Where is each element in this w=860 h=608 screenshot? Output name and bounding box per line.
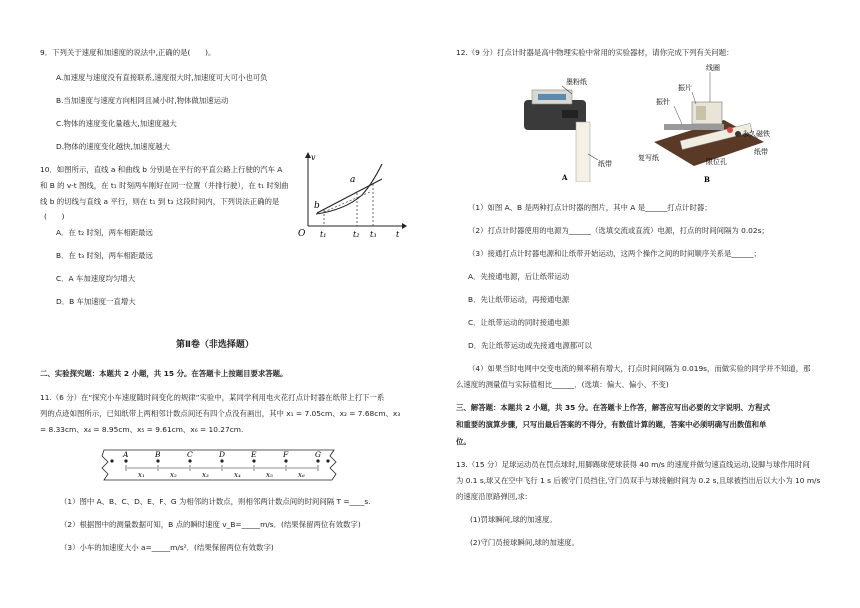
callout-carbon-paper: 复写纸 [638,154,659,162]
section-3-line-2: 和重要的演算步骤，只写出最后答案的不得分，有数值计算的题，答案中必须明确写出数值和单 [456,420,767,429]
tape-label-f: F [283,450,289,459]
section-3-line-1: 三、解答题：本题共 2 小题，共 35 分。在答题卡上作答，解答应写出必要的文字说明、方程式 [456,403,770,412]
q12-sub-1: （1）如图 A、B 是两种打点计时器的图片，其中 A 是______打点计时器； [468,203,712,212]
t-axis-arrow-icon [402,223,407,229]
curve-b [316,164,382,214]
q9-option-a: A.加速度与速度没有直接联系,速度很大时,加速度可大可小也可负 [56,73,268,82]
callout-vibrator: 振片 [678,84,692,92]
callout-tape-a: 纸带 [598,160,612,168]
callout-toner-paper: 墨粉纸 [566,78,587,86]
v-axis-label: v [311,153,316,162]
paper-tape-figure [100,446,340,486]
q10-option-d: D．B 车加速度一直增大 [56,297,136,306]
timer-b-vibrator [664,124,724,130]
tape-segment-label-4: x₄ [234,471,241,479]
t3-label: t₃ [370,230,377,239]
q9-option-b: B.当加速度与速度方向相同且减小时,物体做加速运动 [56,96,229,105]
q12-option-a: A．先接通电源，后让纸带运动 [468,272,570,281]
q9-stem: 9．下列关于速度和加速度的说法中,正确的是( )。 [40,48,216,57]
q9-option-c: C.物体的速度变化量越大,加速度越大 [56,119,177,128]
q10-line-1: 10．如图所示，直线 a 和曲线 b 分别是在平行的平直公路上行驶的汽车 A [40,165,283,174]
tape-label-g: G [315,450,321,459]
q10-line-2: 和 B 的 v-t 图线，在 t₁ 时刻两车刚好在同一位置（并排行驶），在 t₁ 时刻曲 [40,181,289,190]
q11-sub-2: （2）根据图中的测量数据可知，B 点的瞬时速度 v_B=_____m/s．(结果保留两位有效数字) [60,520,361,529]
tape-label-a: A [123,450,129,459]
timer-b-terminal [727,127,733,133]
tape-segment-label-6: x₆ [298,471,305,479]
curve-b-label: b [314,201,320,211]
timer-b-coil-wire [696,106,706,120]
callout-line [674,106,682,124]
tape-segment-label-5: x₅ [266,471,273,479]
section-2-heading: 二、实验探究题：本题共 2 小题，共 15 分。在答题卡上按题目要求答题。 [40,369,288,378]
q11-sub-1: （1）图中 A、B、C、D、E、F、G 为相邻的计数点，则相邻两计数点间的时间间隔 T =____s. [60,497,371,506]
tape-point-b [156,459,159,462]
q11-line-3: = 8.33cm、x₄ = 8.95cm、x₅ = 9.61cm、x₆ = 10.27cm. [40,425,244,434]
t2-label: t₂ [353,230,360,239]
q13-line-1: 13.（15 分）足球运动员在罚点球时,用脚踢球使球获得 40 m/s 的速度并做匀速直线运动,设脚与球作用时间 [456,460,810,469]
callout-limit-hole: 限位孔 [706,158,727,166]
q12-sub-3: （3）接通打点计时器电源和让纸带开始运动，这两个操作之间的时间顺序关系是______； [468,249,761,258]
q12-option-d: D．先让纸带运动或先接通电源都可以 [468,341,592,350]
tape-label-d: D [219,450,226,459]
q13-line-3: 的速度沿原路弹回,求: [456,492,528,501]
q12-sub-4-line-2: 么速度的测量值与实际值相比______．(选填：偏大、偏小、不变) [456,380,669,389]
tape-label-b: B [155,450,161,459]
q13-line-2: 为 0.1 s,球又在空中飞行 1 s 后被守门员挡住,守门员双手与球接触时间为 0.2 s,且球被挡出后以大小为 10 m/s [456,476,821,485]
t-axis-label: t [396,230,400,239]
part-2-title: 第Ⅱ卷（非选择题） [176,340,254,350]
q11-line-1: 11.（6 分）在“探究小车速度随时间变化的规律”实验中，某同学利用电火花打点计时器在纸带上打下一系 [40,393,385,402]
tape-end-dot [110,459,113,462]
figure-b-label: B [704,175,710,184]
tape-point-a [124,459,127,462]
callout-magnet: 永久磁铁 [742,130,770,138]
tape-point-c [188,459,191,462]
tape-point-g [316,459,319,462]
section-3-line-3: 位。 [456,437,471,446]
t1-label: t₁ [320,230,327,239]
q12-sub-4-line-1: （4）如果当时电网中交变电流的频率稍有增大，打点时间间隔为 0.019s，而做实验的同学并不知道，那 [468,364,811,373]
q12-option-c: C．让纸带运动的同时接通电源 [468,318,570,327]
tape-label-c: C [187,450,193,459]
q10-line-3: 线 b 的切线与直线 a 平行，则在 t₁ 到 t₃ 这段时间内，下列说法正确的是 [40,197,280,206]
q12-sub-2: （2）打点计时器使用的电源为______（选填交流或直流）电源，打点的时间间隔为 0.02s； [468,226,769,235]
figure-a-timer [502,70,622,182]
line-a-label: a [350,175,356,185]
q11-sub-3: （3）小车的加速度大小 a=_____m/s²．(结果保留两位有效数字) [60,543,274,552]
q10-option-b: B．在 t₃ 时刻，两车相距最远 [56,251,153,260]
tape-label-e: E [251,450,257,459]
q13-sub-2: (2)守门员接球瞬间,球的加速度。 [470,538,579,547]
figure-a-label: A [562,173,568,182]
q9-option-d: D.物体的速度变化越快,加速度越大 [56,142,170,151]
callout-coil: 线圈 [706,64,720,72]
callout-tape-b: 纸带 [754,148,768,156]
q13-sub-1: (1)罚球瞬间,球的加速度。 [470,515,557,524]
tangent-line [324,192,370,212]
tape-segment-label-2: x₂ [170,471,177,479]
tape-segment-label-3: x₃ [202,471,209,479]
q12-option-b: B．先让纸带运动，再接通电源 [468,295,570,304]
q10-option-c: C．A 车加速度均匀增大 [56,274,136,283]
q10-option-a: A．在 t₂ 时刻，两车相距最远 [56,228,153,237]
tape-point-e [252,459,255,462]
tape-point-d [220,459,223,462]
timer-a-slot [562,110,578,118]
q10-line-4: ( ) [44,212,65,221]
tape-end-dot [326,459,329,462]
tape-segment-label-1: x₁ [138,471,145,479]
callout-needle: 振针 [656,98,670,106]
figure-b-timer [634,62,784,184]
q11-line-2: 列的点迹如图所示，已知纸带上两相邻计数点间还有四个点没有画出，其中 x₁ = 7.05cm、x₂ = 7.68cm、x₃ [40,409,401,418]
q12-stem: 12.（9 分）打点计时器是高中物理实验中常用的实验器材，请你完成下列有关问题： [456,48,734,57]
tape-point-f [284,459,287,462]
vt-graph [290,150,408,242]
timer-a-label [538,94,566,100]
origin-label: O [298,229,306,239]
timer-a-tape [576,122,590,182]
